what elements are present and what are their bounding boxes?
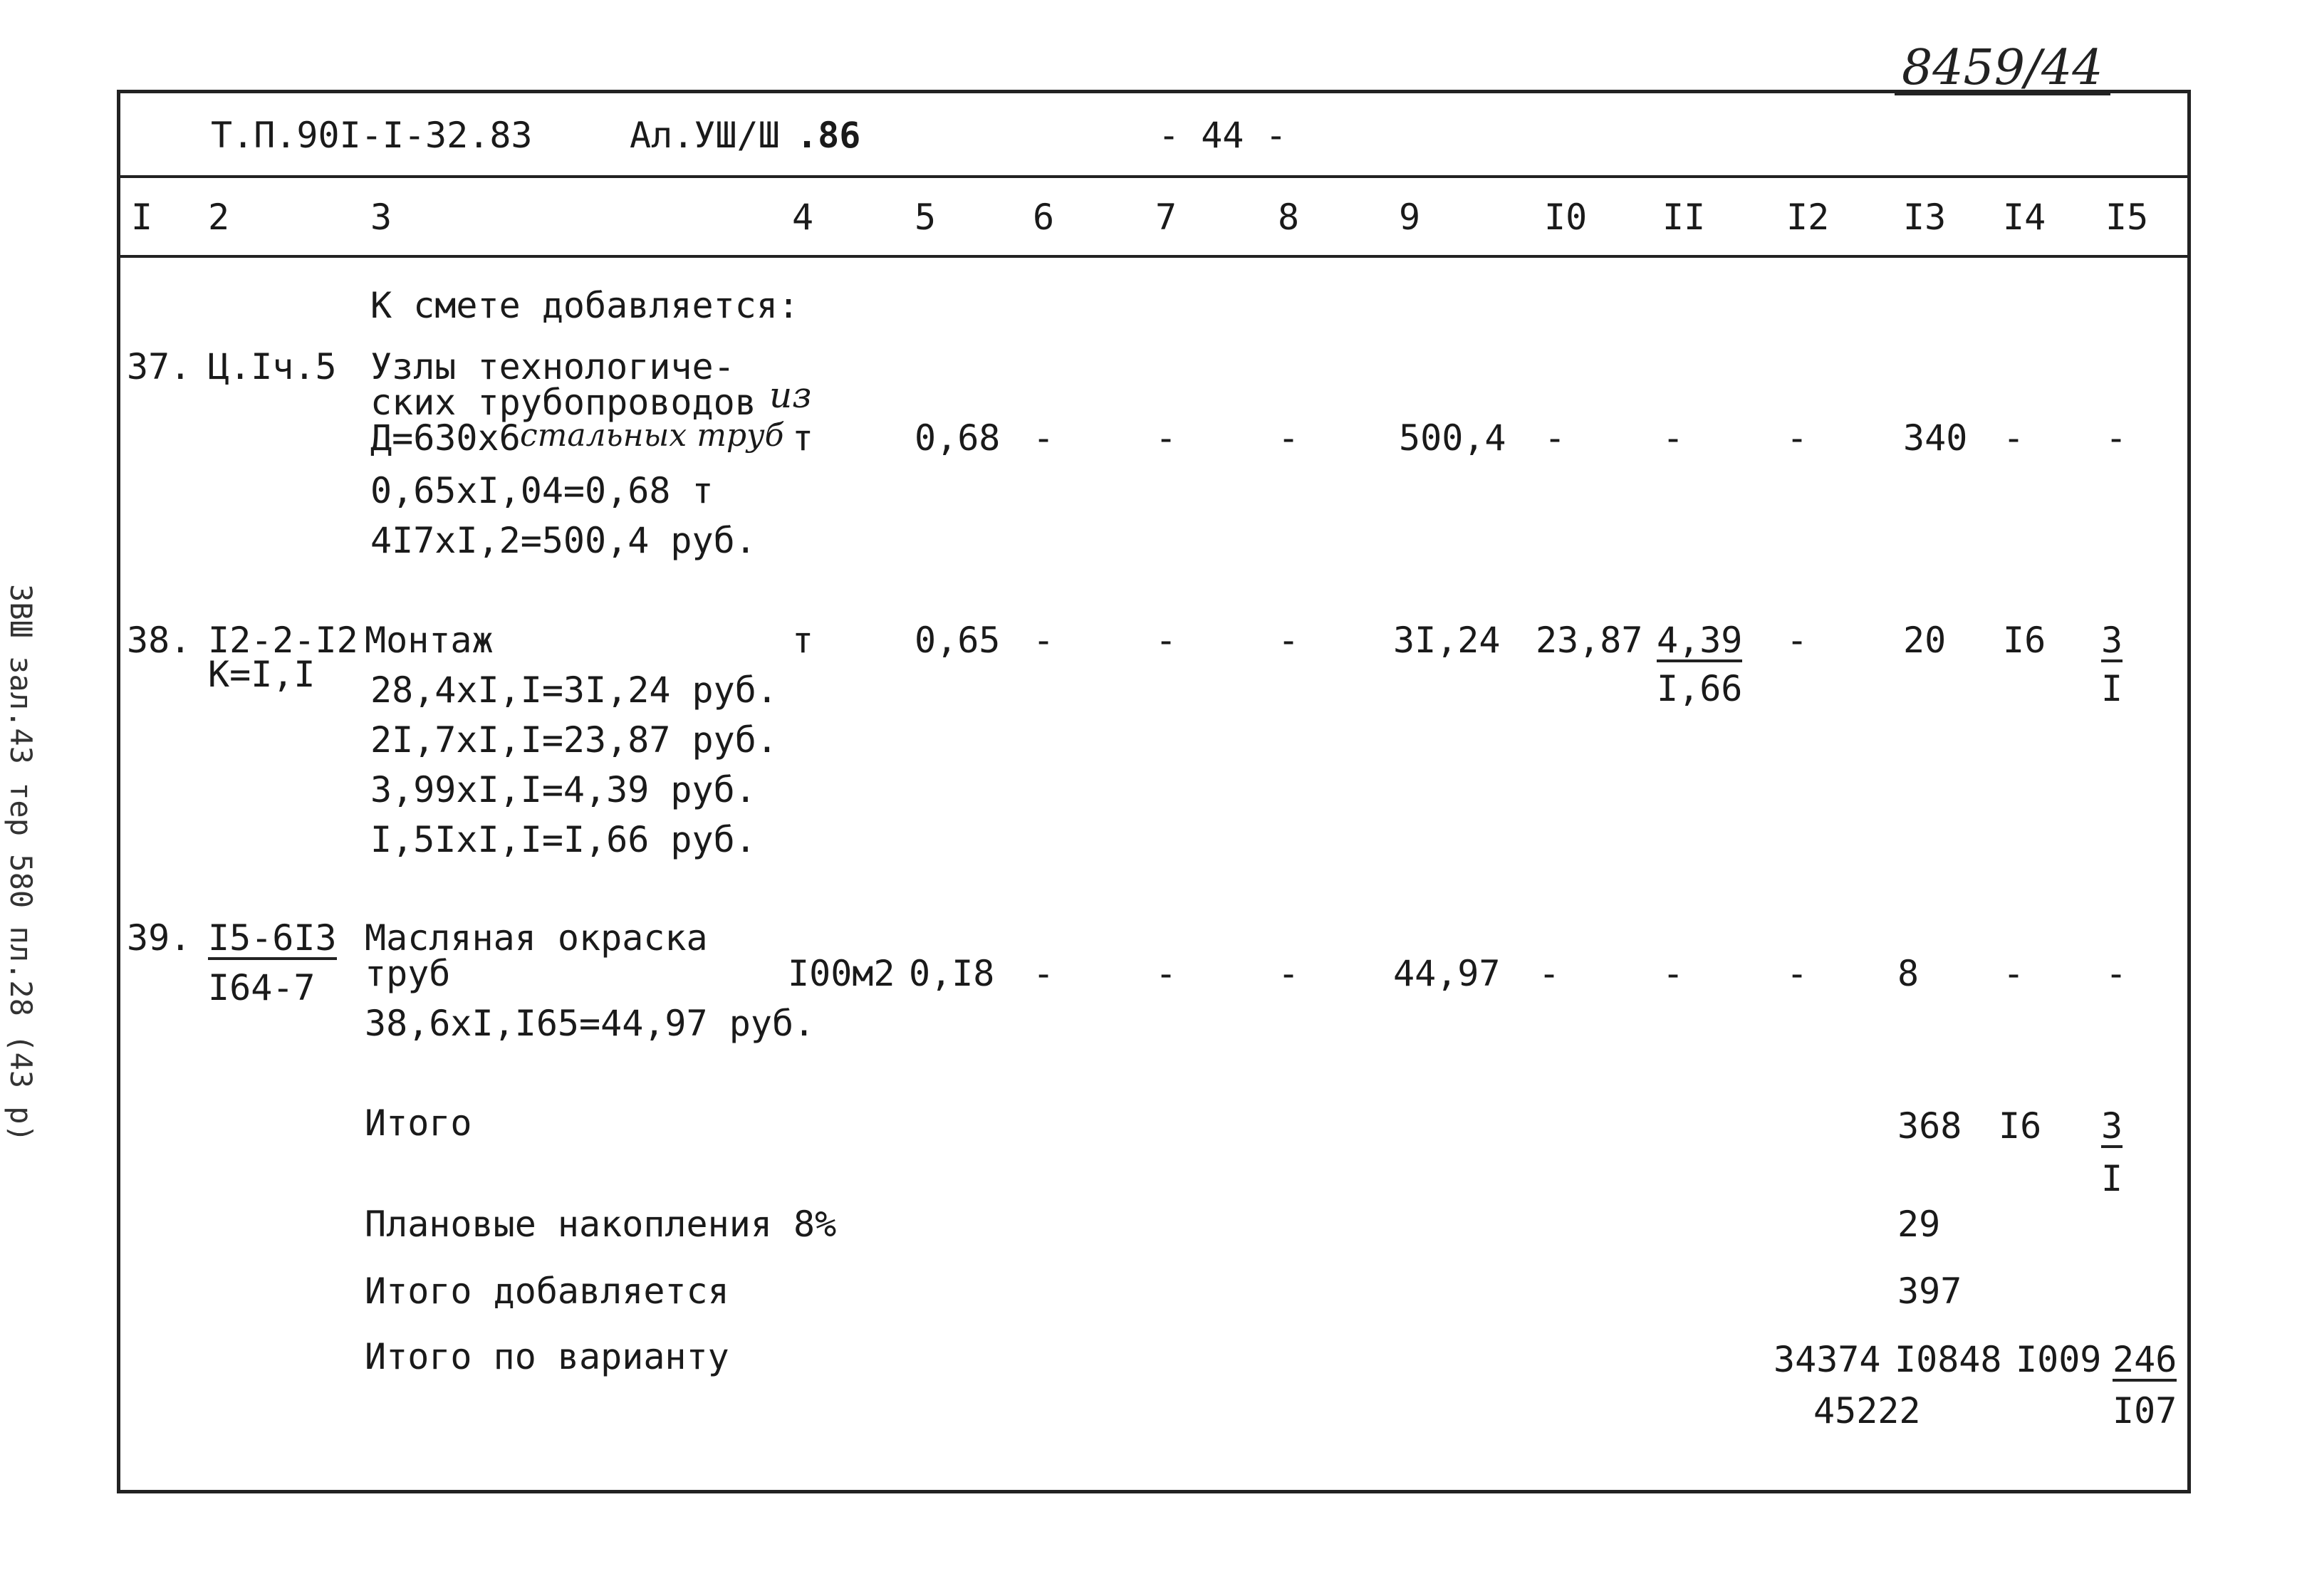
itogo-variant-c15: 246 <box>2113 1339 2177 1380</box>
itogo-variant-c15-sub: I07 <box>2113 1390 2177 1431</box>
col-header-13: I3 <box>1903 197 1947 238</box>
column-header-rule <box>117 255 2187 258</box>
doc-code: Т.П.90I-I-32.83 <box>211 115 533 156</box>
col-header-12: I2 <box>1786 197 1830 238</box>
col-header-10: I0 <box>1544 197 1588 238</box>
row-38-qty: 0,65 <box>915 620 1001 661</box>
col-header-6: 6 <box>1033 197 1055 238</box>
row-39-c9: 44,97 <box>1393 953 1501 994</box>
row-38-c15-sub: I <box>2101 668 2123 709</box>
col-header-4: 4 <box>792 197 814 238</box>
row-38-c15: 3 <box>2101 620 2123 661</box>
section-title: К смете добавляется: <box>370 285 800 326</box>
row-37-handwritten-pipes: стальных труб <box>520 417 784 454</box>
row-37-name-line-2: ских трубопроводов <box>370 382 756 423</box>
row-38-c10: 23,87 <box>1536 620 1643 661</box>
row-38-c12: - <box>1786 620 1808 661</box>
row-38-calc-line-1: 28,4хI,I=3I,24 руб. <box>370 669 778 711</box>
album-ref: Ал.УШ/Ш <box>630 115 780 156</box>
itogo-variant-c13: I0848 <box>1895 1339 2002 1380</box>
col-header-15: I5 <box>2105 197 2149 238</box>
row-39-c11: - <box>1662 953 1684 994</box>
row-37-number: 37. <box>127 346 192 387</box>
row-39-name-line-2: труб <box>365 953 451 994</box>
plan-accum-c13: 29 <box>1897 1204 1941 1245</box>
row-38-unit: т <box>792 620 814 661</box>
itogo-variant-c12: 34374 <box>1774 1339 1881 1380</box>
col-header-14: I4 <box>2003 197 2046 238</box>
itogo-c15-sub: I <box>2101 1158 2123 1199</box>
row-37-qty: 0,68 <box>915 417 1001 459</box>
row-39-c14: - <box>2003 953 2025 994</box>
row-39-code: I5-6I3 <box>208 917 337 959</box>
row-37-c9: 500,4 <box>1399 417 1506 459</box>
row-39-number: 39. <box>127 917 192 959</box>
album-suffix: .86 <box>796 115 861 156</box>
row-38-c8: - <box>1278 620 1300 661</box>
row-38-c11: 4,39 <box>1657 620 1743 661</box>
row-39-code-2: I64-7 <box>208 967 316 1008</box>
row-38-c14: I6 <box>2003 620 2046 661</box>
row-39-qty: 0,I8 <box>909 953 995 994</box>
itogo-variant-c12-sub: 45222 <box>1813 1390 1921 1431</box>
row-38-calc-line-4: I,5IхI,I=I,66 руб. <box>370 819 756 860</box>
itogo-added-c13: 397 <box>1897 1271 1962 1312</box>
row-38-c6: - <box>1033 620 1055 661</box>
col-header-3: 3 <box>370 197 392 238</box>
row-39-c13: 8 <box>1897 953 1920 994</box>
row-38-number: 38. <box>127 620 192 661</box>
row-37-unit: т <box>792 417 814 459</box>
row-39-c10: - <box>1538 953 1561 994</box>
itogo-label: Итого <box>365 1102 472 1144</box>
row-37-c15: - <box>2105 417 2127 459</box>
row-37-c14: - <box>2003 417 2025 459</box>
row-38-c11-sub: I,66 <box>1657 668 1743 709</box>
plan-accum-label: Плановые накопления 8% <box>365 1204 837 1245</box>
itogo-variant-c14: I009 <box>2016 1339 2102 1380</box>
row-37-handwritten-iz: из <box>769 375 812 416</box>
col-header-2: 2 <box>208 197 230 238</box>
row-38-c13: 20 <box>1903 620 1947 661</box>
row-37-c12: - <box>1786 417 1808 459</box>
row-38-code: I2-2-I2 <box>208 620 358 661</box>
col-header-1: I <box>131 197 153 238</box>
row-37-c8: - <box>1278 417 1300 459</box>
side-note-vertical: ЗВШ зал.43 тер 580 пл.28 (43 р) <box>4 584 38 1142</box>
row-39-c8: - <box>1278 953 1300 994</box>
row-39-c7: - <box>1155 953 1177 994</box>
row-37-calc-line-2: 4I7хI,2=500,4 руб. <box>370 520 756 561</box>
row-37-name-line-1: Узлы технологиче- <box>370 346 735 387</box>
page-number: - 44 - <box>1158 115 1287 156</box>
itogo-c15: 3 <box>2101 1105 2123 1147</box>
col-header-5: 5 <box>915 197 937 238</box>
col-header-8: 8 <box>1278 197 1300 238</box>
row-39-c12: - <box>1786 953 1808 994</box>
row-38-calc-line-2: 2I,7хI,I=23,87 руб. <box>370 719 778 761</box>
row-37-code: Ц.Iч.5 <box>208 346 337 387</box>
row-38-name-line-1: Монтаж <box>365 620 494 661</box>
itogo-c14: I6 <box>1999 1105 2042 1147</box>
col-header-9: 9 <box>1399 197 1421 238</box>
row-37-name-line-3: Д=630х6 <box>370 417 521 459</box>
row-37-c6: - <box>1033 417 1055 459</box>
row-38-calc-line-3: 3,99хI,I=4,39 руб. <box>370 769 756 810</box>
row-37-c13: 340 <box>1903 417 1968 459</box>
row-38-coef: К=I,I <box>208 654 316 695</box>
row-38-c9: 3I,24 <box>1393 620 1501 661</box>
row-39-c15: - <box>2105 953 2127 994</box>
row-39-c6: - <box>1033 953 1055 994</box>
header-rule <box>117 175 2187 178</box>
row-39-calc-line-1: 38,6хI,I65=44,97 руб. <box>365 1003 816 1044</box>
row-37-c7: - <box>1155 417 1177 459</box>
row-37-c11: - <box>1662 417 1684 459</box>
col-header-7: 7 <box>1155 197 1177 238</box>
itogo-added-label: Итого добавляется <box>365 1271 729 1312</box>
row-37-calc-line-1: 0,65хI,04=0,68 т <box>370 470 714 511</box>
sheet-ref-handwritten: 8459/44 <box>1895 44 2110 95</box>
row-39-unit: I00м2 <box>788 953 895 994</box>
col-header-11: II <box>1662 197 1706 238</box>
itogo-variant-label: Итого по варианту <box>365 1336 729 1377</box>
itogo-c13: 368 <box>1897 1105 1962 1147</box>
row-37-c10: - <box>1544 417 1566 459</box>
row-38-c7: - <box>1155 620 1177 661</box>
row-39-name-line-1: Масляная окраска <box>365 917 708 959</box>
